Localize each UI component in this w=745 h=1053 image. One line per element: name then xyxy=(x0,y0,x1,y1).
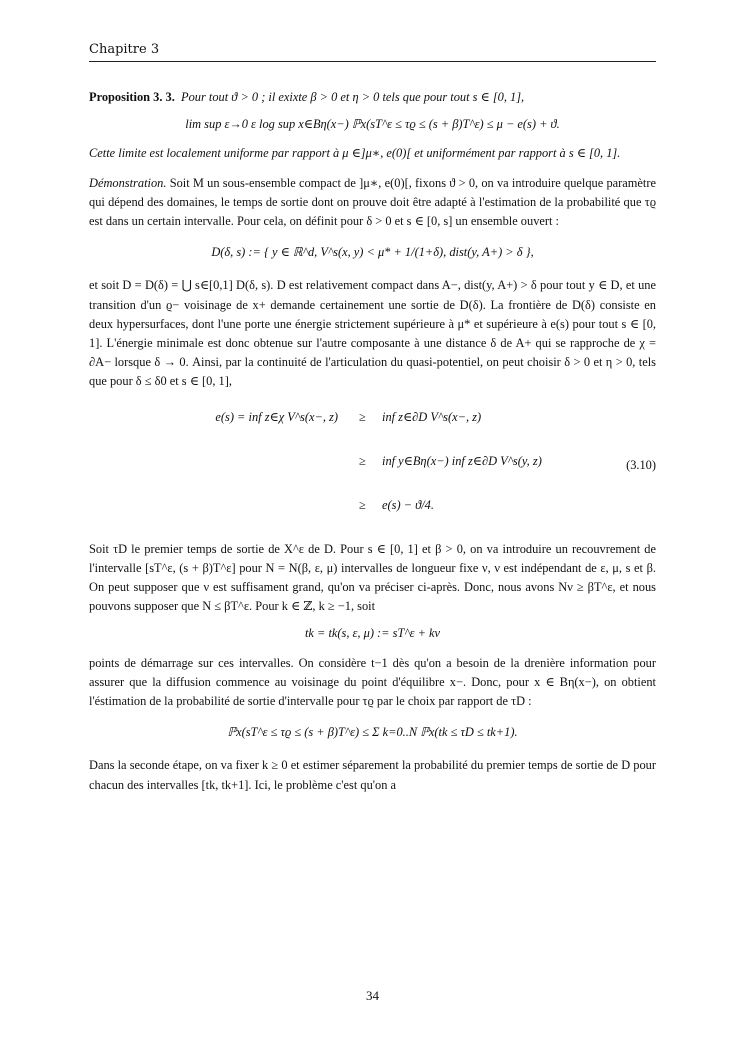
proof-paragraph-4: points de démarrage sur ces intervalles. On considère t−1 dès qu'on a besoin de la drenière information pour assurer que la diffusion commence au voisinage du point d'équilibre x−. Donc, pour x ∈ Bη(x−), on obtient l'éstimation de la probabilité de sortie d'intervalle pour τϱ par le choix par rapport de τD : xyxy=(89,655,656,709)
equation-relation: ≥ xyxy=(359,497,366,512)
proof-paragraph-5: Dans la seconde étape, on va fixer k ≥ 0 et estimer séparement la probabilité du premier temps de sortie de D pour chacun des intervalles [tk, tk+1]. Ici, le problème c'est qu'on a xyxy=(89,758,656,792)
equation-relation: ≥ xyxy=(359,453,366,468)
running-head: Chapitre 3 xyxy=(89,42,656,62)
equation-rhs: inf y∈Bη(x−) inf z∈∂D V^s(y, z) xyxy=(382,453,542,468)
proposition-label: Proposition 3. 3. xyxy=(89,90,175,104)
set-definition-formula: D(δ, s) := { y ∈ ℝ^d, V^s(x, y) < μ* + 1/(1+δ), dist(y, A+) > δ }, xyxy=(211,245,534,260)
proposition-statement: Pour tout ϑ > 0 ; il exixte β > 0 et η > 0 tels que pour tout s ∈ [0, 1], xyxy=(181,90,525,104)
proposition-uniformity: Cette limite est localement uniforme par rapport à μ ∈]μ∗, e(0)[ et uniformément par rapport à s ∈ [0, 1]. xyxy=(89,146,621,161)
proof-paragraph-1 xyxy=(89,174,656,232)
body-text xyxy=(89,88,656,795)
equation-number: (3.10) xyxy=(626,457,656,472)
proof-paragraph-3: Soit τD le premier temps de sortie de X^ε de D. Pour s ∈ [0, 1] et β > 0, on va introduire un recouvrement de l'intervalle [sT^ε, (s + β)T^ε] pour N = N(β, ε, μ) intervalles de longueur fixe ν, ν est indépendant de ε, μ, s et β. On peut supposer que ν est suffisament grand, qu'on va préciser ci-après. Donc, nous avons Nν ≥ βT^ε, et nous pouvons supposer que N ≤ βT^ε. Pour k ∈ ℤ, k ≥ −1, soit xyxy=(89,541,656,614)
proposition-paragraph xyxy=(89,88,656,107)
equation-rhs: inf z∈∂D V^s(x−, z) xyxy=(382,409,482,424)
page-number: 34 xyxy=(366,988,379,1003)
equation-lhs: e(s) = inf z∈χ V^s(x−, z) xyxy=(215,409,338,424)
aligned-equation-block xyxy=(89,400,656,532)
tk-definition-formula: tk = tk(s, ε, μ) := sT^ε + kν xyxy=(304,626,441,641)
equation-rhs: e(s) − ϑ/4. xyxy=(382,497,434,512)
proof-label: Démonstration. xyxy=(89,175,167,190)
sum-estimate-formula: ℙx(sT^ε ≤ τϱ ≤ (s + β)T^ε) ≤ Σ k=0..N ℙx(tk ≤ τD ≤ tk+1). xyxy=(227,725,518,740)
proof-paragraph-2: et soit D = D(δ) = ⋃ s∈[0,1] D(δ, s). D est relativement compact dans A−, dist(y, A+) > δ pour tout y ∈ D, et une transition d'un ϱ− voisinage de x+ demande certainement une sortie de D(δ). La frontière de D(δ) consiste en deux hypersurfaces, dont l'une porte une énergie strictement supérieure à μ* et supérieure à e(s) pour tout s ∈ [0, 1]. L'énergie minimale est donc obtenue sur l'autre composante à une distance δ de A+ qui se rapproche de χ = ∂A− lorsque δ → 0. Ainsi, par la continuité de l'articulation du quasi-potentiel, on peut choisir δ > 0 et η > 0, tels que pour δ ≤ δ0 et s ∈ [0, 1], xyxy=(89,278,656,389)
proof-text-1: Soit M un sous-ensemble compact de ]μ∗, e(0)[, fixons ϑ > 0, on va introduire quelque paramètre qui dépend des domaines, le temps de sortie dont on prouve doit être adapté à l'estimation de la probabilité que τϱ est dans un certain intervalle. Pour cela, on définit pour δ > 0 et s ∈ [0, s] un ensemble ouvert : xyxy=(89,175,657,229)
proposition-formula: lim sup ε→0 ε log sup x∈Bη(x−) ℙx(sT^ε ≤ τϱ ≤ (s + β)T^ε) ≤ μ − e(s) + ϑ. xyxy=(185,117,560,132)
equation-relation: ≥ xyxy=(359,409,366,424)
